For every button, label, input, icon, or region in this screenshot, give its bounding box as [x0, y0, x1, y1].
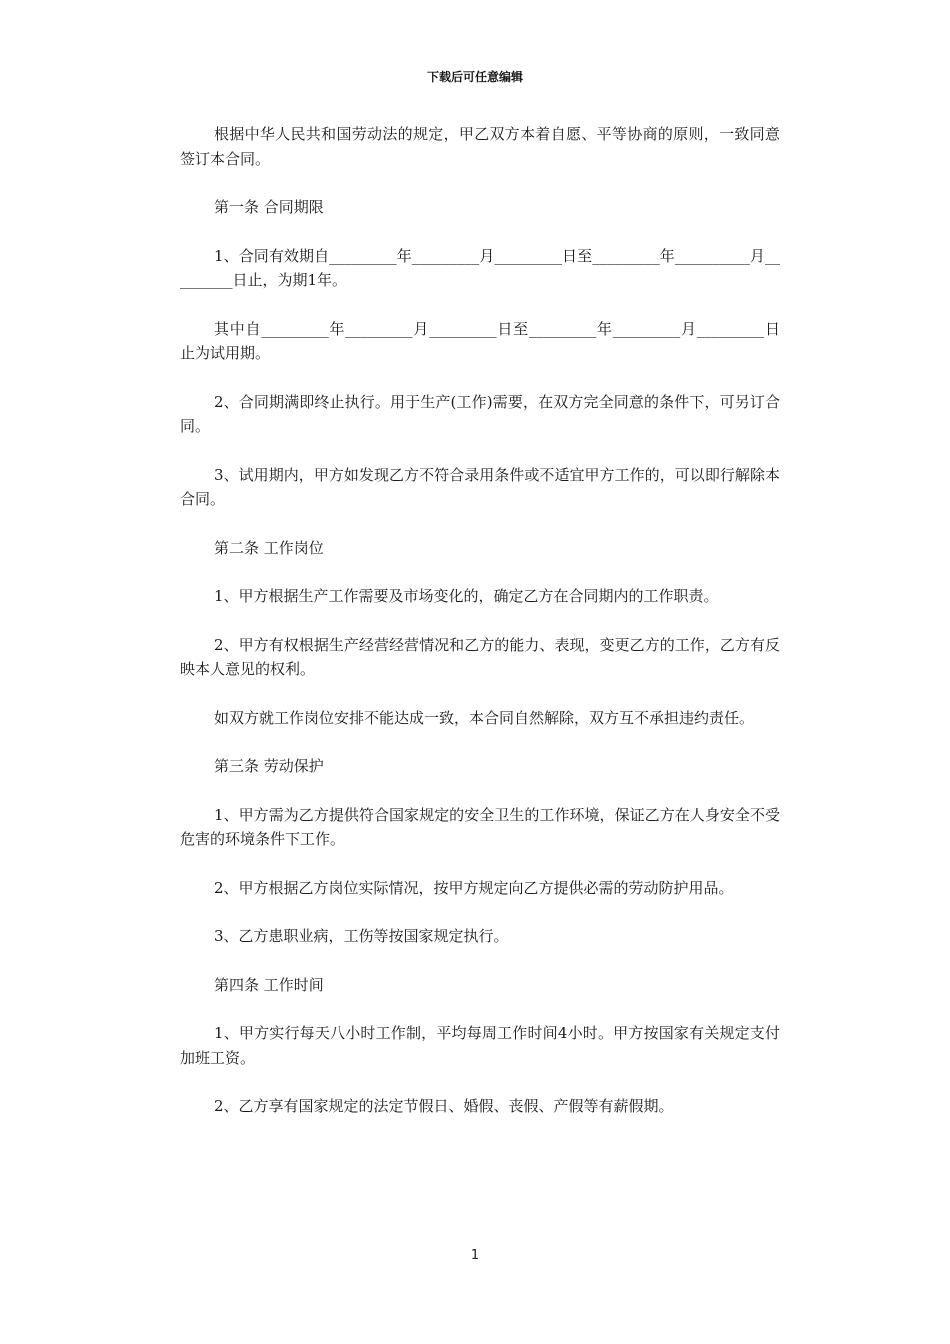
clause-paragraph: 2、甲方根据乙方岗位实际情况，按甲方规定向乙方提供必需的劳动防护用品。	[214, 878, 734, 897]
clause-paragraph: 2、乙方享有国家规定的法定节假日、婚假、丧假、产假等有薪假期。	[214, 1097, 674, 1115]
article-heading-1: 第一条 合同期限	[214, 198, 324, 216]
clause-paragraph: 1、合同有效期自_________年_________月_________日至_________年__________月_________日止，为期1年。	[180, 246, 780, 289]
clause-paragraph: 2、合同期满即终止执行。用于生产(工作)需要，在双方完全同意的条件下，可另订合同。	[180, 392, 780, 435]
clause-paragraph: 1、甲方根据生产工作需要及市场变化的，确定乙方在合同期内的工作职责。	[214, 587, 719, 605]
preamble-paragraph: 根据中华人民共和国劳动法的规定，甲乙双方本着自愿、平等协商的原则，一致同意签订本合同。	[180, 125, 780, 168]
article-heading-2: 第二条 工作岗位	[214, 538, 324, 557]
clause-paragraph: 3、乙方患职业病，工伤等按国家规定执行。	[214, 927, 509, 945]
clause-paragraph: 1、甲方需为乙方提供符合国家规定的安全卫生的工作环境，保证乙方在人身安全不受危害的环境条件下工作。	[180, 805, 780, 848]
clause-paragraph: 3、试用期内，甲方如发现乙方不符合录用条件或不适宜甲方工作的，可以即行解除本合同。	[180, 465, 780, 508]
page-header: 下载后可任意编辑	[426, 70, 523, 84]
clause-paragraph: 2、甲方有权根据生产经营经营情况和乙方的能力、表现，变更乙方的工作，乙方有反映本人意见的权利。	[180, 635, 780, 678]
article-heading-3: 第三条 劳动保护	[214, 757, 324, 775]
document-body	[180, 122, 780, 1143]
clause-paragraph: 其中自_________年_________月_________日至_________年_________月_________日止为试用期。	[180, 319, 780, 362]
clause-paragraph: 如双方就工作岗位安排不能达成一致，本合同自然解除，双方互不承担违约责任。	[214, 708, 755, 727]
page-number: 1	[470, 1248, 480, 1263]
clause-paragraph: 1、甲方实行每天八小时工作制，平均每周工作时间4小时。甲方按国家有关规定支付加班工资。	[180, 1024, 780, 1067]
article-heading-4: 第四条 工作时间	[214, 975, 324, 994]
